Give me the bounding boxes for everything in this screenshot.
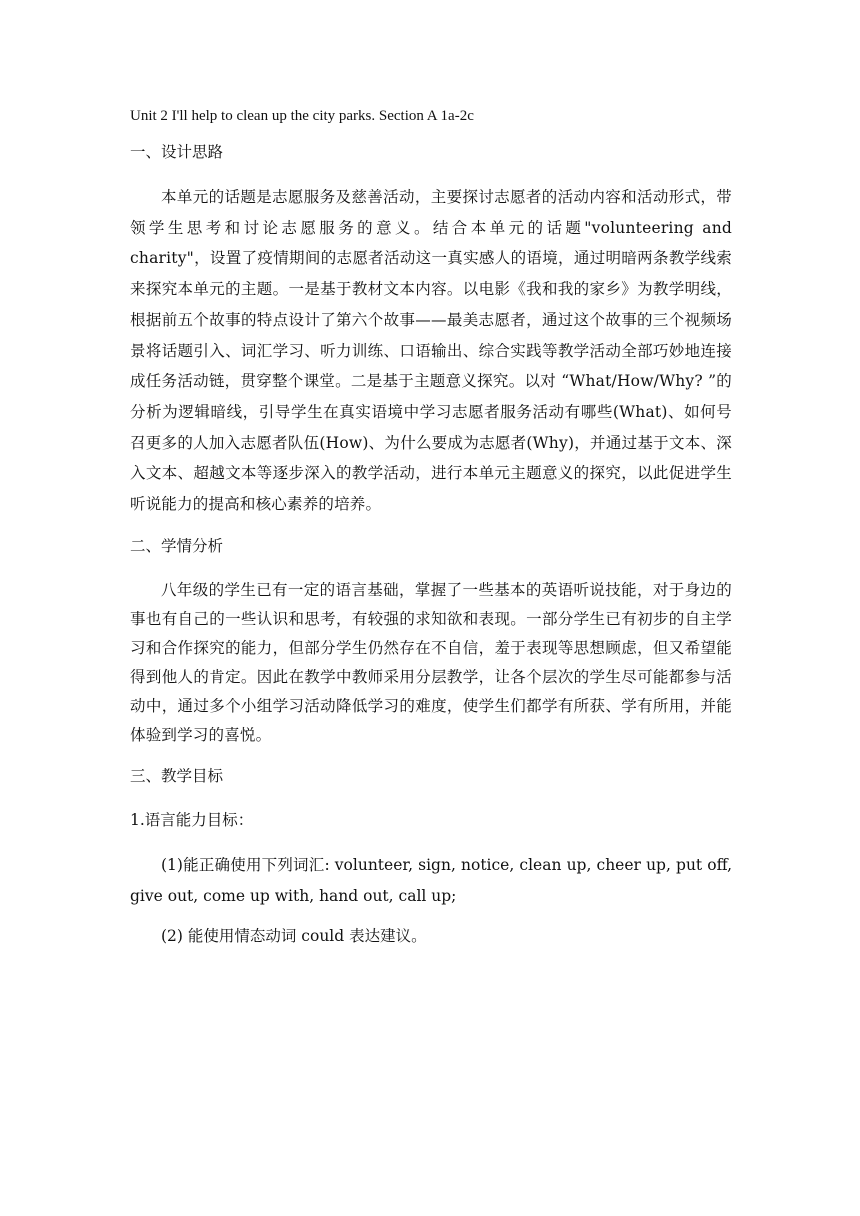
- section-heading-design: 一、设计思路: [130, 143, 224, 161]
- document-content: [130, 104, 732, 962]
- objective-item-modal-could: (2) 能使用情态动词 could 表达建议。: [161, 926, 427, 945]
- section-paragraph-design: 本单元的话题是志愿服务及慈善活动，主要探讨志愿者的活动内容和活动形式，带领学生思考和讨论志愿服务的意义。结合本单元的话题"volunteering and charity"，设置了疫情期间的志愿者活动这一真实感人的语境，通过明暗两条教学线索来探究本单元的主题。一是基于教材文本内容。以电影《我和我的家乡》为教学明线，根据前五个故事的特点设计了第六个故事——最美志愿者，通过这个故事的三个视频场景将话题引入、词汇学习、听力训练、口语输出、综合实践等教学活动全部巧妙地连接成任务活动链，贯穿整个课堂。二是基于主题意义探究。以对 “What/How/Why? ”的分析为逻辑暗线，引导学生在真实语境中学习志愿者服务活动有哪些(What)、如何号召更多的人加入志愿者队伍(How)、为什么要成为志愿者(Why)，并通过基于文本、深入文本、超越文本等逐步深入的教学活动，进行本单元主题意义的探究，以此促进学生听说能力的提高和核心素养的培养。: [130, 188, 732, 514]
- section-paragraph-learner-analysis: 八年级的学生已有一定的语言基础，掌握了一些基本的英语听说技能，对于身边的事也有自己的一些认识和思考，有较强的求知欲和表现。一部分学生已有初步的自主学习和合作探究的能力，但部分学生仍然存在不自信，羞于表现等思想顾虑，但又希望能得到他人的肯定。因此在教学中教师采用分层教学，让各个层次的学生尽可能都参与活动中，通过多个小组学习活动降低学习的难度，使学生们都学有所获、学有所用，并能体验到学习的喜悦。: [130, 580, 732, 744]
- section-heading-teaching-objectives: 三、教学目标: [130, 766, 224, 785]
- section-heading-learner-analysis: 二、学情分析: [130, 536, 224, 555]
- document-title: Unit 2 I'll help to clean up the city parks. Section A 1a-2c: [130, 108, 474, 124]
- objective-subheading-language: 1.语言能力目标：: [130, 810, 254, 829]
- objective-item-vocabulary: (1)能正确使用下列词汇: volunteer, sign, notice, clean up, cheer up, put off, give out, come up with, hand out, call up;: [130, 855, 732, 905]
